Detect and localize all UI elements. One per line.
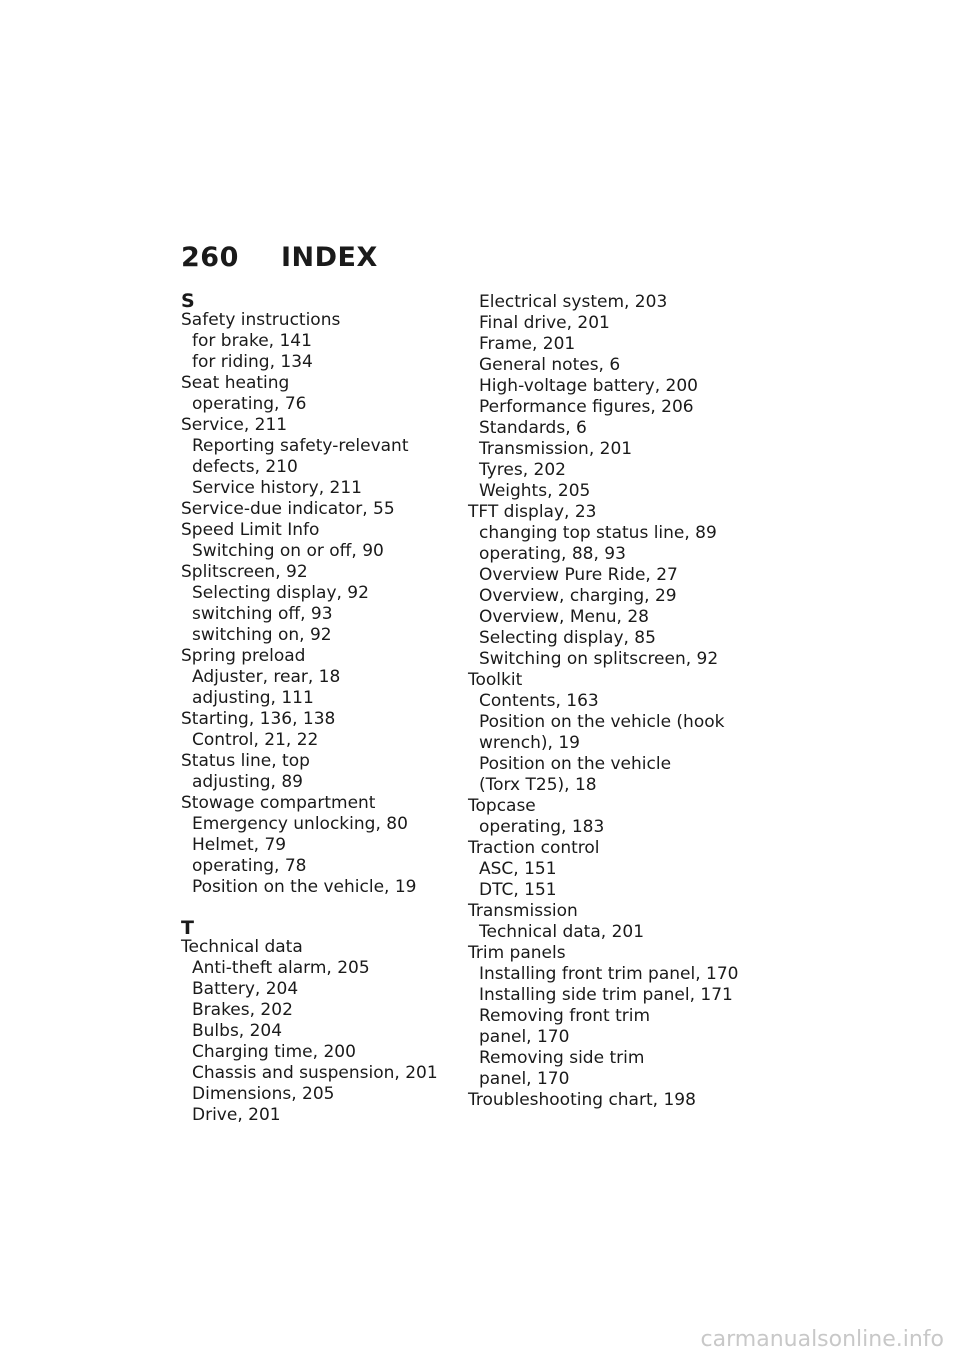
index-subentry: Control, 21, 22 bbox=[192, 730, 319, 750]
index-subentry: Final drive, 201 bbox=[479, 313, 610, 333]
index-column-left bbox=[181, 292, 451, 1126]
index-entry: TFT display, 23 bbox=[468, 502, 597, 522]
index-subentry: Switching on or off, 90 bbox=[192, 541, 384, 561]
index-entry: Toolkit bbox=[468, 670, 523, 690]
page-title: INDEX bbox=[281, 242, 378, 273]
index-entry: Trim panels bbox=[468, 943, 566, 963]
index-section-letter: S bbox=[181, 290, 195, 312]
index-subentry: Anti-theft alarm, 205 bbox=[192, 958, 370, 978]
index-subentry: switching off, 93 bbox=[192, 604, 333, 624]
index-subentry: Technical data, 201 bbox=[479, 922, 645, 942]
section-spacer bbox=[181, 898, 451, 919]
index-subentry: Position on the vehicle, 19 bbox=[192, 877, 417, 897]
index-subentry: Brakes, 202 bbox=[192, 1000, 293, 1020]
index-subentry: wrench), 19 bbox=[479, 733, 580, 753]
index-subentry: Emergency unlocking, 80 bbox=[192, 814, 408, 834]
index-subentry: Drive, 201 bbox=[192, 1105, 281, 1125]
index-subentry: Contents, 163 bbox=[479, 691, 599, 711]
index-subentry: adjusting, 89 bbox=[192, 772, 303, 792]
index-subentry: Overview Pure Ride, 27 bbox=[479, 565, 678, 585]
index-subentry: Overview, Menu, 28 bbox=[479, 607, 649, 627]
index-entry: Traction control bbox=[468, 838, 600, 858]
index-subentry: panel, 170 bbox=[479, 1027, 570, 1047]
index-entry: Safety instructions bbox=[181, 310, 341, 330]
index-entry: Service-due indicator, 55 bbox=[181, 499, 395, 519]
page-header bbox=[181, 242, 378, 273]
index-subentry: Performance figures, 206 bbox=[479, 397, 694, 417]
watermark: carmanualsonline.info bbox=[700, 1327, 944, 1352]
page-number: 260 bbox=[181, 242, 239, 273]
index-subentry: Removing side trim bbox=[479, 1048, 645, 1068]
index-entry: Status line, top bbox=[181, 751, 310, 771]
index-entry: Speed Limit Info bbox=[181, 520, 320, 540]
index-subentry: changing top status line, 89 bbox=[479, 523, 717, 543]
index-subentry: Charging time, 200 bbox=[192, 1042, 356, 1062]
index-subentry: Selecting display, 92 bbox=[192, 583, 369, 603]
index-subentry: ASC, 151 bbox=[479, 859, 557, 879]
index-subentry: High-voltage battery, 200 bbox=[479, 376, 698, 396]
index-subentry: (Torx T25), 18 bbox=[479, 775, 597, 795]
index-subentry: Battery, 204 bbox=[192, 979, 299, 999]
index-subentry: defects, 210 bbox=[192, 457, 298, 477]
index-subentry: operating, 88, 93 bbox=[479, 544, 626, 564]
index-subentry: switching on, 92 bbox=[192, 625, 332, 645]
index-subentry: Weights, 205 bbox=[479, 481, 591, 501]
index-subentry: Transmission, 201 bbox=[479, 439, 633, 459]
index-subentry: Standards, 6 bbox=[479, 418, 587, 438]
index-subentry: Service history, 211 bbox=[192, 478, 362, 498]
index-entry: Stowage compartment bbox=[181, 793, 376, 813]
index-subentry: Overview, charging, 29 bbox=[479, 586, 677, 606]
index-subentry: Tyres, 202 bbox=[479, 460, 566, 480]
index-subentry: operating, 76 bbox=[192, 394, 307, 414]
index-subentry: Adjuster, rear, 18 bbox=[192, 667, 341, 687]
index-section-letter: T bbox=[181, 917, 194, 939]
index-subentry: Electrical system, 203 bbox=[479, 292, 668, 312]
index-entry: Splitscreen, 92 bbox=[181, 562, 308, 582]
index-entry: Technical data bbox=[181, 937, 303, 957]
index-subentry: Removing front trim bbox=[479, 1006, 651, 1026]
index-subentry: Switching on splitscreen, 92 bbox=[479, 649, 719, 669]
index-entry: Seat heating bbox=[181, 373, 290, 393]
index-subentry: for brake, 141 bbox=[192, 331, 312, 351]
index-entry: Service, 211 bbox=[181, 415, 288, 435]
index-subentry: for riding, 134 bbox=[192, 352, 313, 372]
index-subentry: DTC, 151 bbox=[479, 880, 557, 900]
index-subentry: Reporting safety-relevant bbox=[192, 436, 409, 456]
index-subentry: Position on the vehicle bbox=[479, 754, 672, 774]
index-subentry: Chassis and suspension, 201 bbox=[192, 1063, 438, 1083]
index-column-right bbox=[468, 292, 768, 1111]
index-subentry: operating, 183 bbox=[479, 817, 605, 837]
index-subentry: General notes, 6 bbox=[479, 355, 621, 375]
index-subentry: Bulbs, 204 bbox=[192, 1021, 283, 1041]
index-subentry: Installing front trim panel, 170 bbox=[479, 964, 739, 984]
index-entry: Transmission bbox=[468, 901, 578, 921]
index-subentry: panel, 170 bbox=[479, 1069, 570, 1089]
index-subentry: Helmet, 79 bbox=[192, 835, 287, 855]
index-subentry: operating, 78 bbox=[192, 856, 307, 876]
index-subentry: adjusting, 111 bbox=[192, 688, 314, 708]
index-subentry: Position on the vehicle (hook bbox=[479, 712, 725, 732]
index-subentry: Installing side trim panel, 171 bbox=[479, 985, 733, 1005]
index-entry: Troubleshooting chart, 198 bbox=[468, 1090, 696, 1110]
index-subentry: Dimensions, 205 bbox=[192, 1084, 335, 1104]
index-entry: Topcase bbox=[468, 796, 536, 816]
index-subentry: Selecting display, 85 bbox=[479, 628, 656, 648]
index-entry: Starting, 136, 138 bbox=[181, 709, 336, 729]
index-entry: Spring preload bbox=[181, 646, 306, 666]
index-subentry: Frame, 201 bbox=[479, 334, 576, 354]
